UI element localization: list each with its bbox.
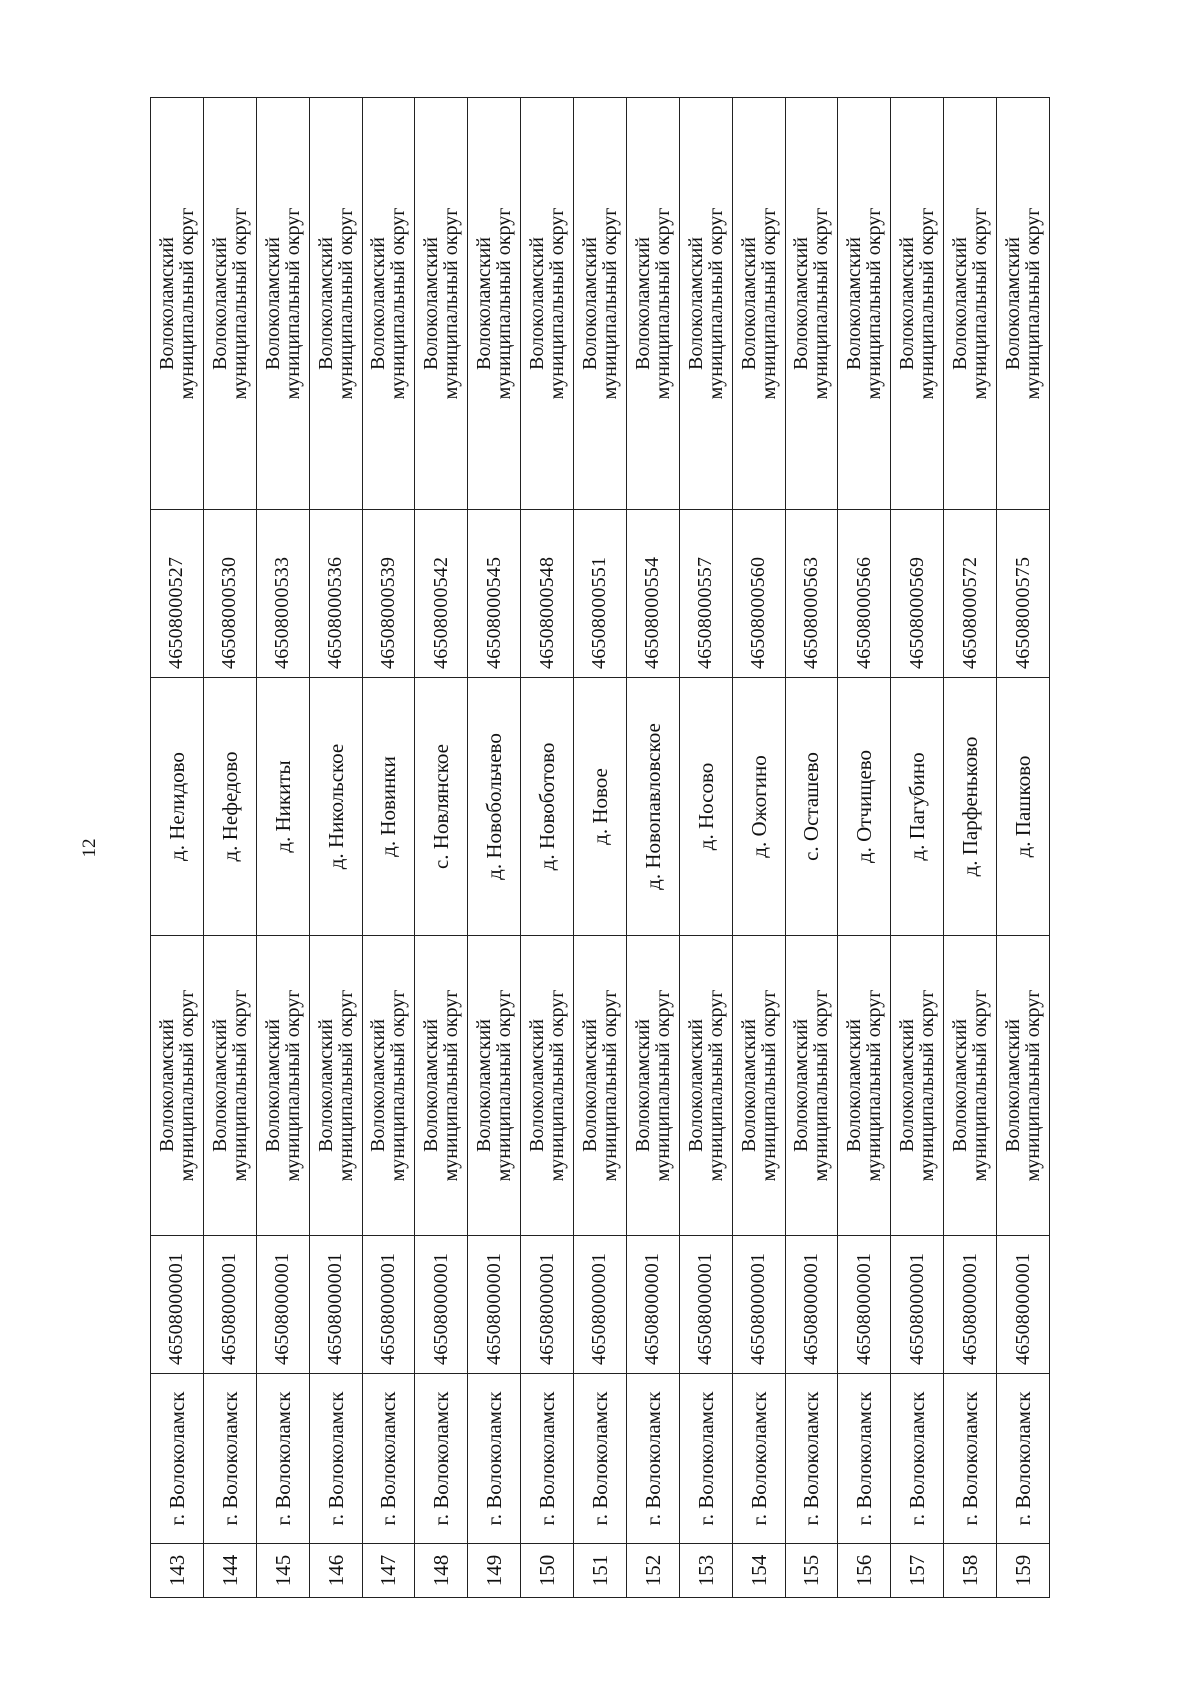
settlement-okrug-text: Волоколамский bbox=[261, 237, 284, 371]
settlement-okrug-text: Волоколамский bbox=[208, 237, 231, 371]
row-number-cell bbox=[785, 1544, 838, 1598]
settlement-okrug-text: Волоколамский bbox=[314, 237, 337, 371]
settlement-okrug-text: Волоколамский bbox=[367, 237, 390, 371]
city-code-text: 46508000001 bbox=[588, 1252, 611, 1365]
row-number-cell bbox=[838, 1544, 891, 1598]
city-okrug-cell bbox=[944, 936, 997, 1236]
table-row bbox=[468, 98, 521, 1598]
city-cell bbox=[151, 1374, 204, 1544]
city-code-cell bbox=[151, 1236, 204, 1374]
settlement-code-cell bbox=[944, 510, 997, 678]
settlement-name-text: д. Парфеньково bbox=[958, 736, 983, 877]
city-code-cell bbox=[521, 1236, 574, 1374]
city-cell bbox=[997, 1374, 1050, 1544]
settlement-code-text: 46508000575 bbox=[1011, 556, 1034, 669]
row-number-text: 156 bbox=[852, 1554, 877, 1587]
row-number-cell bbox=[256, 1544, 309, 1598]
row-number-cell bbox=[362, 1544, 415, 1598]
table-row bbox=[151, 98, 204, 1598]
row-number-cell bbox=[891, 1544, 944, 1598]
city-cell bbox=[362, 1374, 415, 1544]
city-code-text: 46508000001 bbox=[429, 1252, 452, 1365]
city-okrug-text: муниципальный округ bbox=[1022, 989, 1044, 1182]
city-okrug-cell bbox=[997, 936, 1050, 1236]
settlement-okrug-text: муниципальный округ bbox=[493, 207, 516, 400]
row-number-text: 152 bbox=[640, 1554, 665, 1587]
settlement-code-cell bbox=[415, 510, 468, 678]
settlement-code-text: 46508000566 bbox=[852, 556, 875, 669]
city-cell bbox=[679, 1374, 732, 1544]
city-okrug-text: Волоколамский bbox=[526, 1019, 549, 1153]
settlement-name-text: д. Новопавловское bbox=[640, 723, 665, 890]
city-okrug-text: Волоколамский bbox=[208, 1019, 231, 1153]
city-okrug-text: муниципальный округ bbox=[281, 989, 304, 1182]
city-okrug-text: муниципальный округ bbox=[651, 989, 674, 1182]
settlement-okrug-text: муниципальный округ bbox=[387, 207, 410, 400]
settlement-okrug-cell bbox=[151, 98, 204, 510]
settlement-okrug-text: муниципальный округ bbox=[704, 207, 727, 400]
settlement-okrug-cell bbox=[468, 98, 521, 510]
settlement-okrug-cell bbox=[944, 98, 997, 510]
settlement-code-text: 46508000542 bbox=[429, 556, 452, 669]
city-text: г. Волоколамск bbox=[587, 1391, 612, 1526]
table-row bbox=[785, 98, 838, 1598]
settlement-code-text: 46508000569 bbox=[905, 556, 928, 669]
row-number-cell bbox=[151, 1544, 204, 1598]
table-container bbox=[150, 98, 1050, 1598]
city-okrug-text: Волоколамский bbox=[420, 1019, 443, 1153]
settlement-okrug-cell bbox=[891, 98, 944, 510]
row-number-text: 148 bbox=[429, 1554, 454, 1587]
city-okrug-cell bbox=[415, 936, 468, 1236]
city-okrug-text: муниципальный округ bbox=[598, 989, 621, 1182]
settlement-okrug-text: Волоколамский bbox=[155, 237, 178, 371]
settlement-okrug-cell bbox=[838, 98, 891, 510]
table-row bbox=[415, 98, 468, 1598]
city-okrug-text: Волоколамский bbox=[790, 1019, 813, 1153]
table-row bbox=[679, 98, 732, 1598]
settlement-okrug-cell bbox=[362, 98, 415, 510]
settlement-name-text: д. Ожогино bbox=[746, 755, 771, 858]
settlement-code-cell bbox=[732, 510, 785, 678]
city-okrug-text: Волоколамский bbox=[367, 1019, 390, 1153]
city-okrug-cell bbox=[626, 936, 679, 1236]
settlement-code-text: 46508000560 bbox=[747, 556, 770, 669]
settlement-name-text: с. Новлянское bbox=[429, 743, 454, 870]
settlement-okrug-text: муниципальный округ bbox=[228, 207, 251, 400]
city-code-text: 46508000001 bbox=[535, 1252, 558, 1365]
city-okrug-text: Волоколамский bbox=[684, 1019, 707, 1153]
settlement-name-text: д. Нелидово bbox=[164, 752, 189, 861]
city-cell bbox=[415, 1374, 468, 1544]
settlement-name-text: д. Новоботово bbox=[535, 742, 560, 871]
city-okrug-cell bbox=[838, 936, 891, 1236]
row-number-text: 151 bbox=[587, 1554, 612, 1587]
city-text: г. Волоколамск bbox=[482, 1391, 507, 1526]
city-code-text: 46508000001 bbox=[799, 1252, 822, 1365]
city-code-text: 46508000001 bbox=[694, 1252, 717, 1365]
row-number-text: 143 bbox=[164, 1554, 189, 1587]
city-okrug-text: муниципальный округ bbox=[546, 989, 569, 1182]
settlement-code-cell bbox=[151, 510, 204, 678]
city-code-text: 46508000001 bbox=[747, 1252, 770, 1365]
settlement-code-text: 46508000551 bbox=[588, 556, 611, 669]
settlement-okrug-cell bbox=[626, 98, 679, 510]
city-okrug-text: муниципальный округ bbox=[334, 989, 357, 1182]
settlements-table bbox=[150, 97, 1050, 1598]
city-okrug-cell bbox=[574, 936, 627, 1236]
settlement-name-text: д. Новое bbox=[587, 768, 612, 845]
settlement-name-text: д. Никольское bbox=[323, 743, 348, 870]
city-okrug-text: муниципальный округ bbox=[863, 989, 886, 1182]
city-okrug-cell bbox=[151, 936, 204, 1236]
city-okrug-cell bbox=[309, 936, 362, 1236]
settlement-code-text: 46508000572 bbox=[958, 556, 981, 669]
city-okrug-text: муниципальный округ bbox=[175, 989, 198, 1182]
city-cell bbox=[626, 1374, 679, 1544]
settlement-code-text: 46508000545 bbox=[482, 556, 505, 669]
city-cell bbox=[468, 1374, 521, 1544]
city-okrug-text: муниципальный округ bbox=[704, 989, 727, 1182]
city-code-cell bbox=[838, 1236, 891, 1374]
settlement-code-cell bbox=[838, 510, 891, 678]
settlement-name-cell bbox=[309, 678, 362, 936]
city-code-text: 46508000001 bbox=[218, 1252, 241, 1365]
row-number-text: 146 bbox=[323, 1554, 348, 1587]
city-okrug-text: Волоколамский bbox=[473, 1019, 496, 1153]
settlement-okrug-cell bbox=[574, 98, 627, 510]
row-number-cell bbox=[944, 1544, 997, 1598]
settlement-code-cell bbox=[997, 510, 1050, 678]
settlement-name-cell bbox=[362, 678, 415, 936]
settlement-code-cell bbox=[679, 510, 732, 678]
settlement-code-text: 46508000563 bbox=[799, 556, 822, 669]
table-row bbox=[838, 98, 891, 1598]
city-text: г. Волоколамск bbox=[376, 1391, 401, 1526]
city-cell bbox=[732, 1374, 785, 1544]
city-cell bbox=[309, 1374, 362, 1544]
city-text: г. Волоколамск bbox=[905, 1391, 930, 1526]
settlement-okrug-text: Волоколамский bbox=[526, 237, 549, 371]
settlement-code-cell bbox=[891, 510, 944, 678]
settlement-code-cell bbox=[256, 510, 309, 678]
settlement-okrug-text: муниципальный округ bbox=[863, 207, 886, 400]
city-okrug-cell bbox=[785, 936, 838, 1236]
settlement-okrug-text: Волоколамский bbox=[896, 237, 919, 371]
city-okrug-text: муниципальный округ bbox=[228, 989, 251, 1182]
settlement-okrug-text: муниципальный округ bbox=[969, 207, 992, 400]
settlement-okrug-text: Волоколамский bbox=[790, 237, 813, 371]
city-code-cell bbox=[574, 1236, 627, 1374]
row-number-cell bbox=[997, 1544, 1050, 1598]
settlement-okrug-cell bbox=[679, 98, 732, 510]
city-okrug-text: Волоколамский bbox=[1002, 1019, 1024, 1153]
settlement-name-cell bbox=[732, 678, 785, 936]
page-number: 12 bbox=[79, 838, 100, 858]
row-number-text: 147 bbox=[376, 1554, 401, 1587]
table-body bbox=[151, 98, 1050, 1598]
city-okrug-cell bbox=[679, 936, 732, 1236]
city-code-text: 46508000001 bbox=[958, 1252, 981, 1365]
table-row bbox=[203, 98, 256, 1598]
settlement-name-cell bbox=[468, 678, 521, 936]
settlement-name-cell bbox=[203, 678, 256, 936]
city-okrug-text: Волоколамский bbox=[155, 1019, 178, 1153]
city-okrug-text: Волоколамский bbox=[737, 1019, 760, 1153]
settlement-name-text: д. Новобольчево bbox=[482, 733, 507, 880]
settlement-name-cell bbox=[679, 678, 732, 936]
city-okrug-cell bbox=[891, 936, 944, 1236]
settlement-okrug-text: муниципальный округ bbox=[281, 207, 304, 400]
city-okrug-text: Волоколамский bbox=[631, 1019, 654, 1153]
city-okrug-text: Волоколамский bbox=[896, 1019, 919, 1153]
settlement-okrug-text: Волоколамский bbox=[473, 237, 496, 371]
row-number-text: 144 bbox=[217, 1554, 242, 1587]
settlement-okrug-text: Волоколамский bbox=[420, 237, 443, 371]
city-okrug-text: Волоколамский bbox=[261, 1019, 284, 1153]
row-number-text: 149 bbox=[482, 1554, 507, 1587]
table-row bbox=[362, 98, 415, 1598]
settlement-code-cell bbox=[574, 510, 627, 678]
city-okrug-text: Волоколамский bbox=[314, 1019, 337, 1153]
city-code-cell bbox=[944, 1236, 997, 1374]
city-okrug-text: Волоколамский bbox=[843, 1019, 866, 1153]
settlement-okrug-text: муниципальный округ bbox=[810, 207, 833, 400]
city-code-text: 46508000001 bbox=[324, 1252, 347, 1365]
city-code-text: 46508000001 bbox=[165, 1252, 188, 1365]
settlement-name-text: д. Новинки bbox=[376, 756, 401, 857]
city-okrug-cell bbox=[256, 936, 309, 1236]
city-code-cell bbox=[203, 1236, 256, 1374]
city-text: г. Волоколамск bbox=[1010, 1391, 1035, 1526]
settlement-code-text: 46508000548 bbox=[535, 556, 558, 669]
settlement-okrug-text: Волоколамский bbox=[1002, 237, 1024, 371]
settlement-okrug-cell bbox=[256, 98, 309, 510]
row-number-text: 154 bbox=[746, 1554, 771, 1587]
row-number-text: 153 bbox=[693, 1554, 718, 1587]
city-text: г. Волоколамск bbox=[693, 1391, 718, 1526]
settlement-okrug-text: муниципальный округ bbox=[651, 207, 674, 400]
settlement-okrug-text: муниципальный округ bbox=[916, 207, 939, 400]
settlement-okrug-text: Волоколамский bbox=[631, 237, 654, 371]
city-code-text: 46508000001 bbox=[641, 1252, 664, 1365]
city-okrug-text: Волоколамский bbox=[949, 1019, 972, 1153]
settlement-code-cell bbox=[521, 510, 574, 678]
settlement-code-cell bbox=[468, 510, 521, 678]
city-okrug-text: Волоколамский bbox=[578, 1019, 601, 1153]
city-code-cell bbox=[785, 1236, 838, 1374]
city-code-text: 46508000001 bbox=[482, 1252, 505, 1365]
city-okrug-text: муниципальный округ bbox=[440, 989, 463, 1182]
city-cell bbox=[785, 1374, 838, 1544]
settlement-name-cell bbox=[574, 678, 627, 936]
row-number-cell bbox=[203, 1544, 256, 1598]
settlement-name-cell bbox=[151, 678, 204, 936]
city-text: г. Волоколамск bbox=[164, 1391, 189, 1526]
city-okrug-cell bbox=[732, 936, 785, 1236]
settlement-okrug-text: муниципальный округ bbox=[334, 207, 357, 400]
settlement-name-cell bbox=[415, 678, 468, 936]
city-cell bbox=[838, 1374, 891, 1544]
city-code-cell bbox=[468, 1236, 521, 1374]
settlement-okrug-cell bbox=[785, 98, 838, 510]
settlement-code-cell bbox=[362, 510, 415, 678]
city-okrug-cell bbox=[362, 936, 415, 1236]
city-code-cell bbox=[679, 1236, 732, 1374]
settlement-code-text: 46508000536 bbox=[324, 556, 347, 669]
row-number-cell bbox=[468, 1544, 521, 1598]
settlement-okrug-cell bbox=[203, 98, 256, 510]
settlement-name-cell bbox=[838, 678, 891, 936]
settlement-code-text: 46508000527 bbox=[165, 556, 188, 669]
city-cell bbox=[256, 1374, 309, 1544]
city-text: г. Волоколамск bbox=[799, 1391, 824, 1526]
settlement-code-cell bbox=[203, 510, 256, 678]
settlement-code-cell bbox=[626, 510, 679, 678]
city-okrug-cell bbox=[521, 936, 574, 1236]
settlement-code-text: 46508000557 bbox=[694, 556, 717, 669]
city-code-text: 46508000001 bbox=[1011, 1252, 1034, 1365]
city-okrug-text: муниципальный округ bbox=[969, 989, 992, 1182]
city-okrug-text: муниципальный округ bbox=[387, 989, 410, 1182]
city-code-cell bbox=[256, 1236, 309, 1374]
settlement-okrug-text: Волоколамский bbox=[843, 237, 866, 371]
settlement-okrug-text: муниципальный округ bbox=[546, 207, 569, 400]
table-row bbox=[944, 98, 997, 1598]
settlement-okrug-cell bbox=[997, 98, 1050, 510]
city-code-cell bbox=[309, 1236, 362, 1374]
city-text: г. Волоколамск bbox=[852, 1391, 877, 1526]
city-cell bbox=[203, 1374, 256, 1544]
table-row bbox=[256, 98, 309, 1598]
city-text: г. Волоколамск bbox=[746, 1391, 771, 1526]
settlement-okrug-text: Волоколамский bbox=[684, 237, 707, 371]
settlement-name-text: д. Носово bbox=[693, 762, 718, 851]
city-code-cell bbox=[891, 1236, 944, 1374]
table-row bbox=[891, 98, 944, 1598]
city-code-cell bbox=[997, 1236, 1050, 1374]
table-row bbox=[732, 98, 785, 1598]
settlement-okrug-text: муниципальный округ bbox=[175, 207, 198, 400]
settlement-name-text: д. Нефедово bbox=[217, 751, 242, 862]
settlement-name-cell bbox=[256, 678, 309, 936]
settlement-okrug-text: муниципальный округ bbox=[598, 207, 621, 400]
settlement-code-text: 46508000533 bbox=[271, 556, 294, 669]
city-code-text: 46508000001 bbox=[852, 1252, 875, 1365]
city-code-cell bbox=[732, 1236, 785, 1374]
settlement-name-text: д. Отчищево bbox=[852, 749, 877, 864]
row-number-cell bbox=[732, 1544, 785, 1598]
settlement-okrug-text: Волоколамский bbox=[737, 237, 760, 371]
row-number-text: 145 bbox=[270, 1554, 295, 1587]
city-text: г. Волоколамск bbox=[958, 1391, 983, 1526]
settlement-code-text: 46508000530 bbox=[218, 556, 241, 669]
city-cell bbox=[944, 1374, 997, 1544]
table-row bbox=[521, 98, 574, 1598]
settlement-okrug-text: Волоколамский bbox=[578, 237, 601, 371]
row-number-text: 150 bbox=[535, 1554, 560, 1587]
row-number-cell bbox=[309, 1544, 362, 1598]
settlement-name-text: д. Никиты bbox=[270, 760, 295, 853]
settlement-okrug-cell bbox=[309, 98, 362, 510]
city-okrug-cell bbox=[203, 936, 256, 1236]
settlement-name-cell bbox=[997, 678, 1050, 936]
city-okrug-text: муниципальный округ bbox=[493, 989, 516, 1182]
settlement-code-cell bbox=[309, 510, 362, 678]
settlement-code-cell bbox=[785, 510, 838, 678]
city-cell bbox=[521, 1374, 574, 1544]
city-text: г. Волоколамск bbox=[535, 1391, 560, 1526]
row-number-text: 157 bbox=[905, 1554, 930, 1587]
city-okrug-text: муниципальный округ bbox=[757, 989, 780, 1182]
city-cell bbox=[574, 1374, 627, 1544]
city-code-cell bbox=[362, 1236, 415, 1374]
city-code-text: 46508000001 bbox=[905, 1252, 928, 1365]
city-code-cell bbox=[415, 1236, 468, 1374]
row-number-cell bbox=[415, 1544, 468, 1598]
settlement-okrug-cell bbox=[415, 98, 468, 510]
settlement-code-text: 46508000554 bbox=[641, 556, 664, 669]
table-row bbox=[574, 98, 627, 1598]
settlement-name-cell bbox=[626, 678, 679, 936]
city-code-text: 46508000001 bbox=[271, 1252, 294, 1365]
row-number-text: 155 bbox=[799, 1554, 824, 1587]
row-number-cell bbox=[679, 1544, 732, 1598]
settlement-okrug-cell bbox=[732, 98, 785, 510]
city-okrug-text: муниципальный округ bbox=[810, 989, 833, 1182]
row-number-cell bbox=[521, 1544, 574, 1598]
settlement-code-text: 46508000539 bbox=[376, 556, 399, 669]
city-cell bbox=[891, 1374, 944, 1544]
city-code-text: 46508000001 bbox=[376, 1252, 399, 1365]
city-text: г. Волоколамск bbox=[270, 1391, 295, 1526]
settlement-name-cell bbox=[944, 678, 997, 936]
settlement-name-text: д. Пашково bbox=[1010, 755, 1035, 858]
settlement-okrug-text: муниципальный округ bbox=[1022, 207, 1044, 400]
settlement-okrug-text: Волоколамский bbox=[949, 237, 972, 371]
table-row bbox=[309, 98, 362, 1598]
row-number-text: 159 bbox=[1010, 1554, 1035, 1587]
city-text: г. Волоколамск bbox=[640, 1391, 665, 1526]
city-text: г. Волоколамск bbox=[217, 1391, 242, 1526]
table-row bbox=[626, 98, 679, 1598]
row-number-cell bbox=[574, 1544, 627, 1598]
table-row bbox=[997, 98, 1050, 1598]
city-okrug-cell bbox=[468, 936, 521, 1236]
city-text: г. Волоколамск bbox=[323, 1391, 348, 1526]
city-code-cell bbox=[626, 1236, 679, 1374]
settlement-okrug-cell bbox=[521, 98, 574, 510]
settlement-name-cell bbox=[521, 678, 574, 936]
row-number-cell bbox=[626, 1544, 679, 1598]
settlement-okrug-text: муниципальный округ bbox=[440, 207, 463, 400]
settlement-name-cell bbox=[785, 678, 838, 936]
row-number-text: 158 bbox=[958, 1554, 983, 1587]
settlement-name-text: с. Осташево bbox=[799, 752, 824, 861]
settlement-name-text: д. Пагубино bbox=[905, 752, 930, 861]
city-okrug-text: муниципальный округ bbox=[916, 989, 939, 1182]
settlement-name-cell bbox=[891, 678, 944, 936]
settlement-okrug-text: муниципальный округ bbox=[757, 207, 780, 400]
city-text: г. Волоколамск bbox=[429, 1391, 454, 1526]
